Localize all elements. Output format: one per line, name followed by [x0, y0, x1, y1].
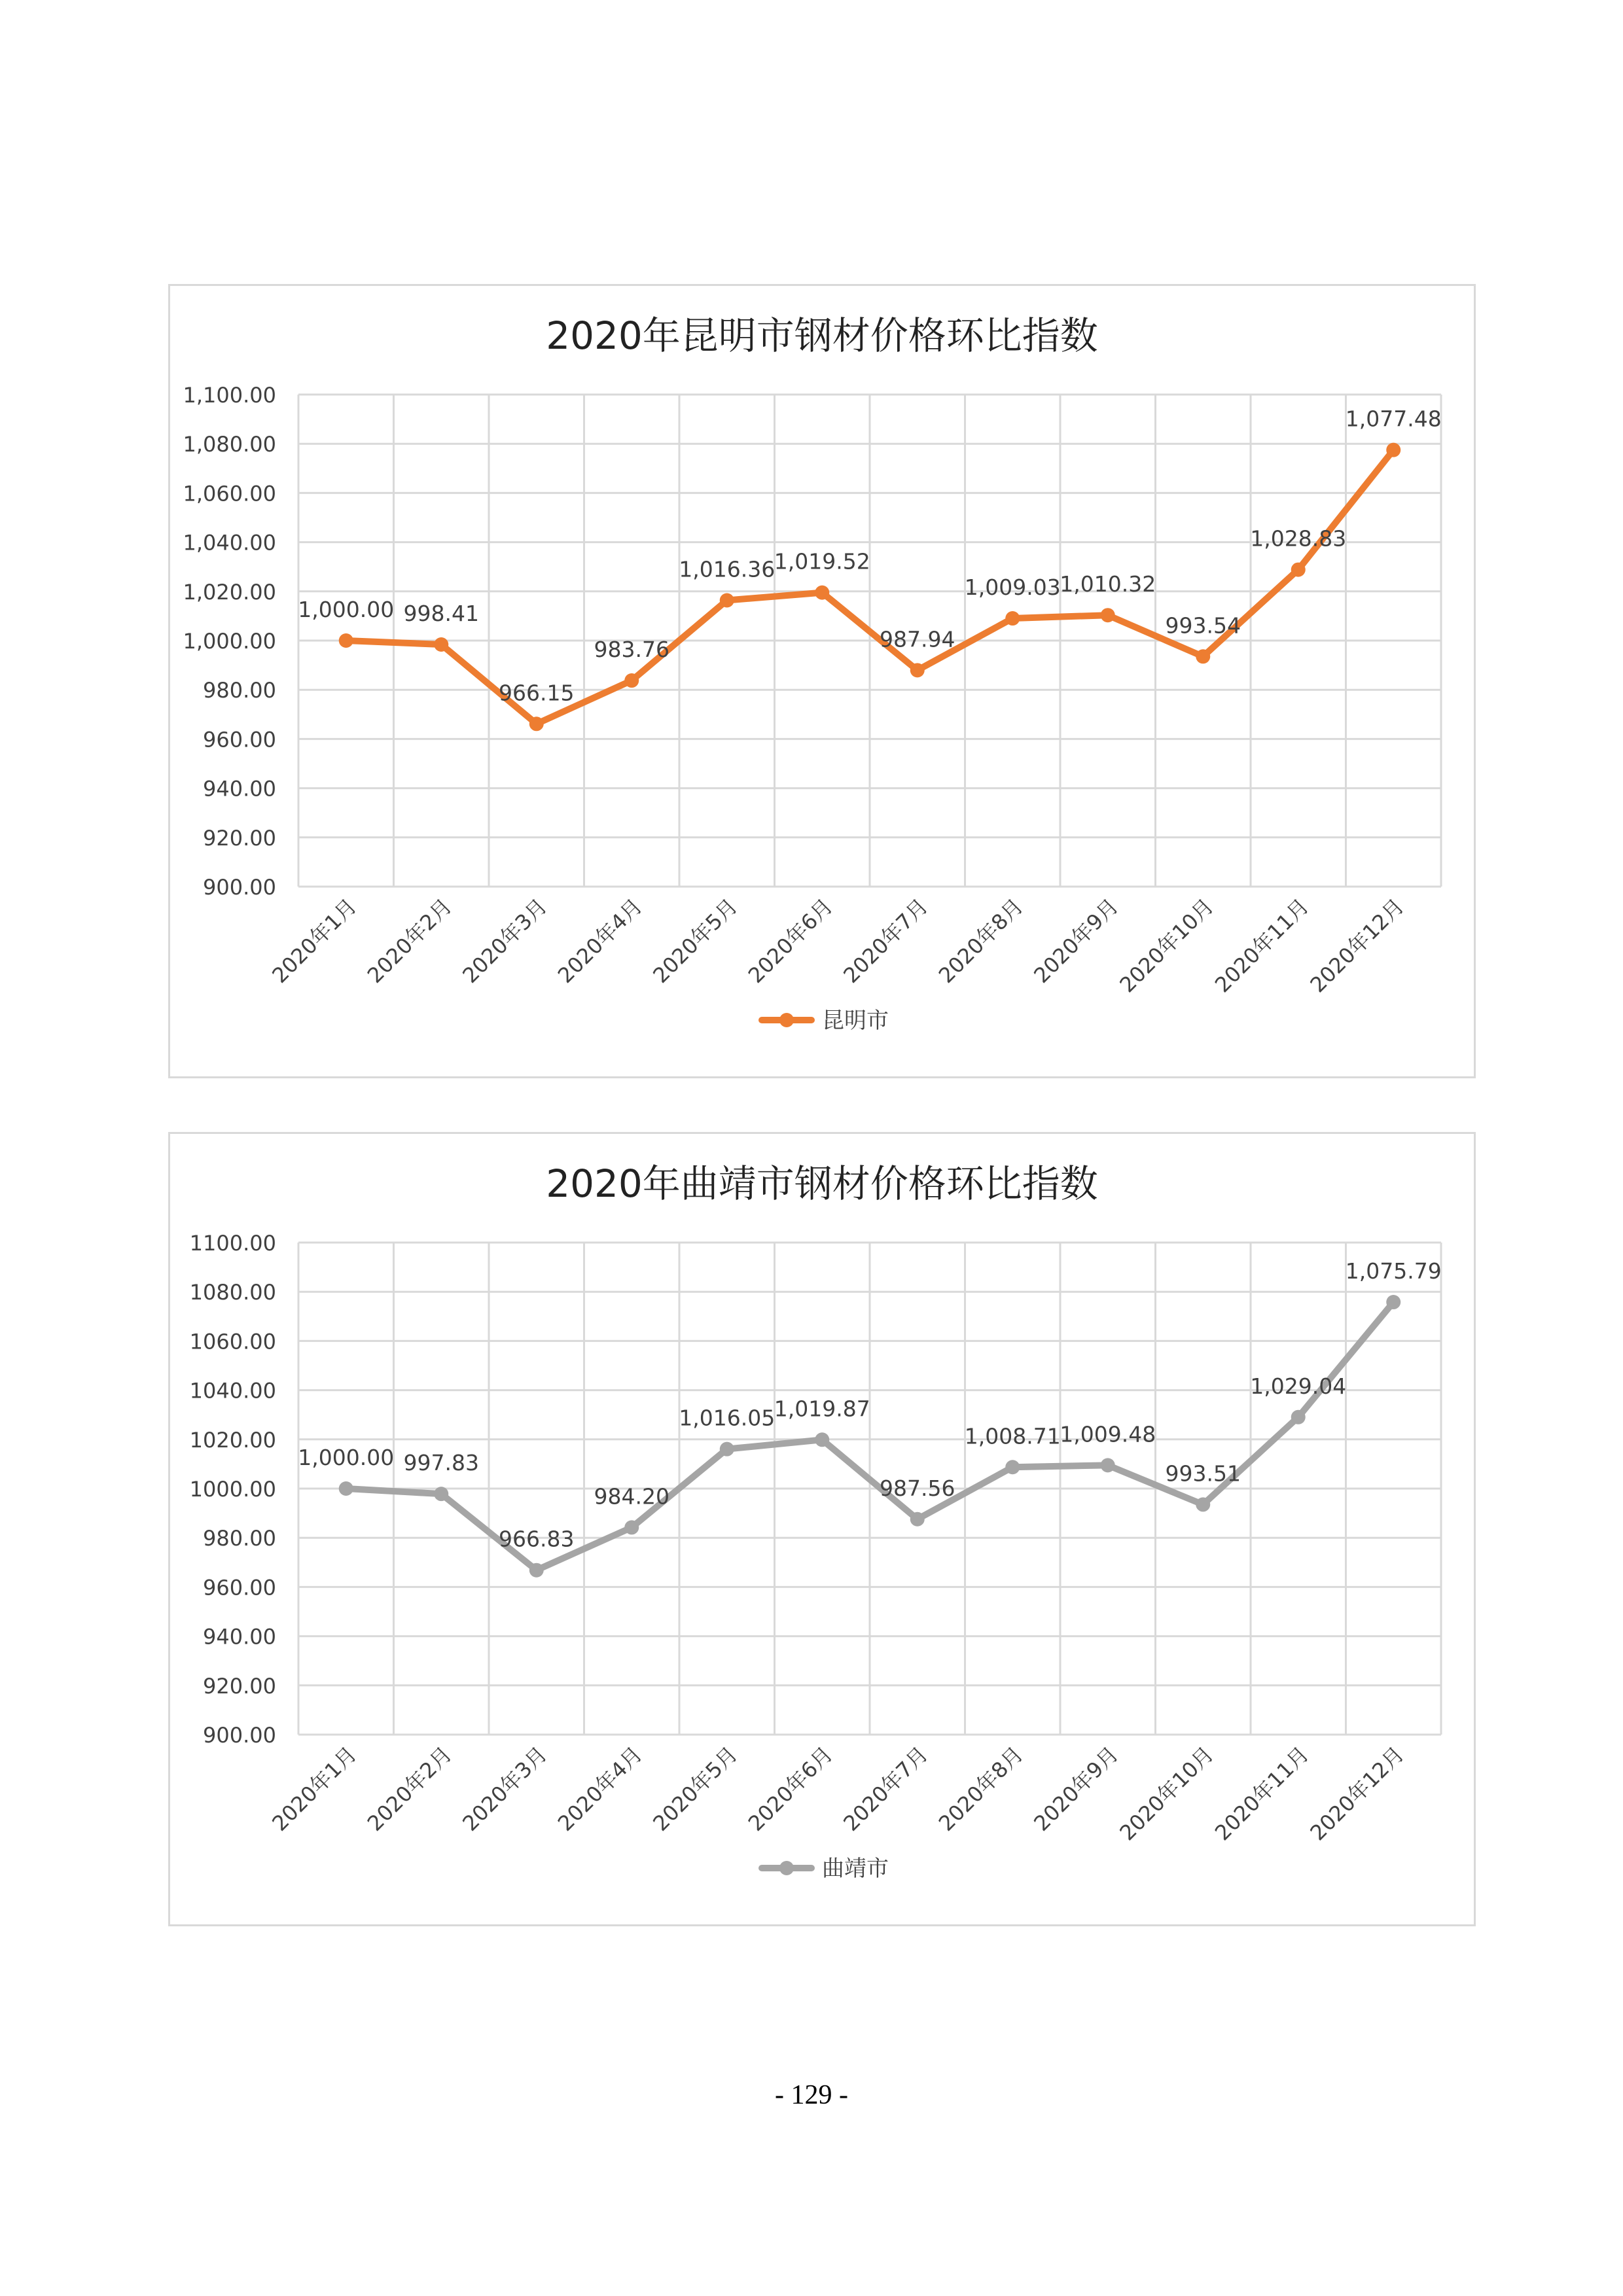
y-tick-label: 920.00 — [203, 825, 276, 851]
data-point — [1196, 649, 1210, 663]
data-point — [1005, 1460, 1020, 1474]
y-tick-label: 1000.00 — [189, 1477, 276, 1502]
data-label: 1,009.48 — [1060, 1421, 1156, 1447]
chart-title: 2020年曲靖市钢材价格环比指数 — [546, 1161, 1098, 1206]
data-point — [1005, 611, 1020, 626]
data-point — [815, 586, 829, 600]
data-point — [1386, 443, 1400, 457]
data-label: 1,000.00 — [298, 597, 395, 622]
y-tick-label: 1060.00 — [189, 1329, 276, 1354]
y-tick-label: 1,080.00 — [183, 432, 276, 457]
data-point — [720, 593, 734, 607]
data-label: 1,019.87 — [774, 1396, 870, 1422]
x-tick-label: 2020年4月 — [552, 1741, 647, 1836]
legend-marker — [779, 1013, 794, 1027]
data-label: 993.51 — [1165, 1460, 1241, 1487]
data-label: 983.76 — [594, 637, 669, 663]
y-tick-label: 1,040.00 — [183, 530, 276, 556]
data-label: 1,029.04 — [1250, 1373, 1347, 1399]
x-tick-label: 2020年1月 — [267, 1741, 362, 1836]
x-tick-label: 2020年2月 — [362, 1741, 457, 1836]
x-tick-label: 2020年12月 — [1305, 893, 1409, 998]
data-label: 1,008.71 — [964, 1423, 1061, 1449]
data-point — [1291, 1410, 1306, 1424]
y-tick-label: 960.00 — [203, 727, 276, 752]
data-label: 997.83 — [403, 1450, 479, 1476]
data-point — [434, 1487, 448, 1501]
x-tick-label: 2020年7月 — [838, 893, 933, 988]
x-tick-label: 2020年1月 — [267, 893, 362, 988]
y-tick-label: 940.00 — [203, 1624, 276, 1650]
x-tick-label: 2020年11月 — [1209, 893, 1314, 998]
x-tick-label: 2020年9月 — [1029, 893, 1124, 988]
legend-marker — [779, 1861, 794, 1875]
data-point — [1386, 1295, 1400, 1309]
data-point — [339, 633, 353, 648]
y-tick-label: 1,100.00 — [183, 383, 276, 408]
x-tick-label: 2020年4月 — [552, 893, 647, 988]
y-tick-label: 980.00 — [203, 678, 276, 703]
data-label: 1,077.48 — [1345, 406, 1442, 432]
y-tick-label: 1,060.00 — [183, 481, 276, 506]
x-tick-label: 2020年10月 — [1115, 893, 1219, 998]
data-label: 1,000.00 — [298, 1445, 395, 1470]
data-point — [815, 1432, 829, 1447]
y-tick-label: 1020.00 — [189, 1427, 276, 1453]
x-tick-label: 2020年12月 — [1305, 1741, 1409, 1846]
y-tick-label: 980.00 — [203, 1526, 276, 1551]
chart-kunming-svg — [170, 286, 1474, 1076]
data-label: 987.56 — [880, 1475, 955, 1501]
chart-qujing — [168, 1132, 1476, 1926]
chart-title: 2020年昆明市钢材价格环比指数 — [546, 313, 1098, 358]
data-point — [1291, 563, 1306, 577]
y-tick-label: 960.00 — [203, 1575, 276, 1600]
data-point — [1101, 608, 1115, 622]
data-label: 984.20 — [594, 1483, 669, 1510]
data-point — [529, 1563, 544, 1578]
chart-kunming — [168, 284, 1476, 1078]
y-tick-label: 900.00 — [203, 1723, 276, 1748]
x-tick-label: 2020年11月 — [1209, 1741, 1314, 1846]
x-tick-label: 2020年8月 — [933, 893, 1028, 988]
data-point — [910, 663, 925, 677]
data-point — [720, 1442, 734, 1457]
data-label: 966.83 — [499, 1526, 575, 1552]
data-label: 998.41 — [403, 600, 479, 626]
data-label: 966.15 — [499, 680, 575, 706]
y-tick-label: 940.00 — [203, 776, 276, 802]
y-tick-label: 920.00 — [203, 1673, 276, 1699]
x-tick-label: 2020年10月 — [1115, 1741, 1219, 1846]
legend-label: 曲靖市 — [822, 1856, 889, 1882]
data-point — [624, 1520, 639, 1534]
x-tick-label: 2020年6月 — [743, 893, 838, 988]
x-tick-label: 2020年8月 — [933, 1741, 1028, 1836]
x-tick-label: 2020年5月 — [648, 1741, 743, 1836]
page-number: - 129 - — [775, 2080, 848, 2110]
data-label: 1,009.03 — [964, 574, 1061, 601]
y-tick-label: 900.00 — [203, 875, 276, 900]
x-tick-label: 2020年9月 — [1029, 1741, 1124, 1836]
data-label: 1,019.52 — [774, 548, 870, 574]
data-point — [910, 1512, 925, 1527]
data-label: 1,016.05 — [679, 1405, 776, 1431]
y-tick-label: 1040.00 — [189, 1378, 276, 1404]
x-tick-label: 2020年5月 — [648, 893, 743, 988]
data-label: 1,075.79 — [1345, 1258, 1442, 1284]
y-tick-label: 1080.00 — [189, 1280, 276, 1305]
data-point — [339, 1481, 353, 1496]
data-point — [624, 673, 639, 688]
data-label: 987.94 — [880, 626, 955, 652]
data-label: 1,028.83 — [1250, 525, 1347, 552]
x-tick-label: 2020年3月 — [457, 893, 552, 988]
data-label: 993.54 — [1165, 612, 1241, 639]
y-tick-label: 1100.00 — [189, 1231, 276, 1256]
x-tick-label: 2020年2月 — [362, 893, 457, 988]
data-label: 1,010.32 — [1060, 571, 1156, 597]
x-tick-label: 2020年7月 — [838, 1741, 933, 1836]
x-tick-label: 2020年6月 — [743, 1741, 838, 1836]
data-point — [529, 716, 544, 731]
chart-qujing-svg — [170, 1134, 1474, 1924]
data-point — [434, 637, 448, 652]
data-point — [1101, 1458, 1115, 1472]
data-label: 1,016.36 — [679, 556, 776, 582]
legend-label: 昆明市 — [822, 1008, 889, 1034]
data-point — [1196, 1497, 1210, 1511]
y-tick-label: 1,020.00 — [183, 579, 276, 605]
x-tick-label: 2020年3月 — [457, 1741, 552, 1836]
y-tick-label: 1,000.00 — [183, 629, 276, 654]
